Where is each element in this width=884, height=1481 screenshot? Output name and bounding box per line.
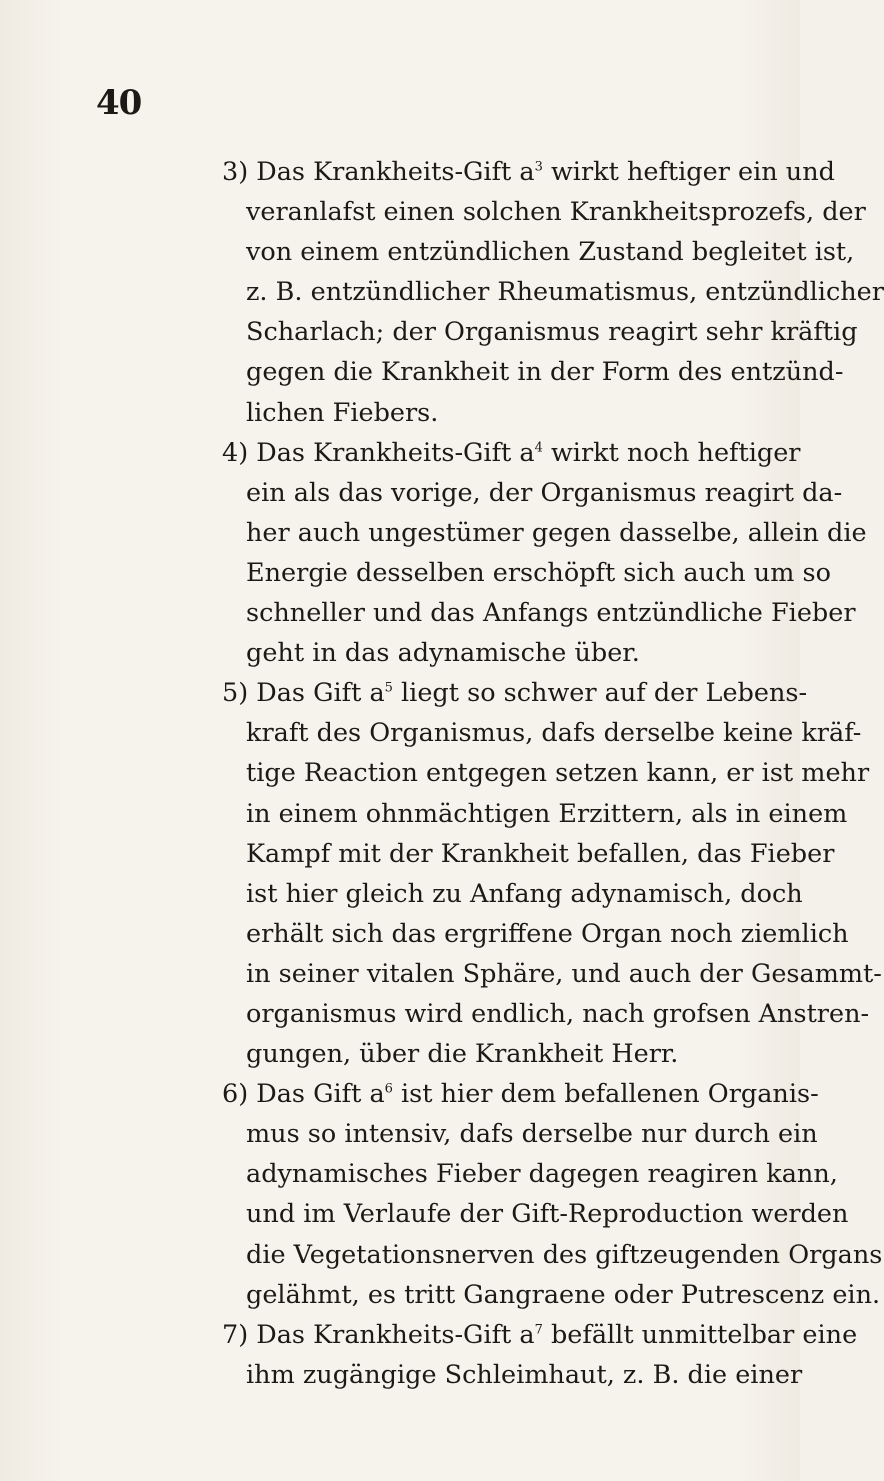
- text-line: in seiner vitalen Sphäre, und auch der Gesammt-: [246, 958, 882, 989]
- numbered-paragraph-item-6: [222, 1074, 883, 1315]
- text-line: adynamisches Fieber dagegen reagiren kann,: [246, 1159, 838, 1190]
- text-line: erhält sich das ergriffene Organ noch ziemlich: [246, 918, 849, 949]
- text-line: z. B. entzündlicher Rheumatismus, entzündlicher: [246, 277, 884, 308]
- text-line: her auch ungestümer gegen dasselbe, allein die: [246, 517, 867, 548]
- text-line: ein als das vorige, der Organismus reagirt da-: [246, 477, 843, 508]
- body-text: [222, 152, 884, 1395]
- text-line: ihm zugängige Schleimhaut, z. B. die einer: [246, 1359, 803, 1390]
- text-line: organismus wird endlich, nach grofsen Anstren-: [246, 998, 870, 1029]
- text-line: und im Verlaufe der Gift-Reproduction werden: [246, 1199, 849, 1230]
- numbered-paragraph-item-3: [222, 152, 884, 433]
- text-line: lichen Fiebers.: [246, 397, 439, 428]
- text-line: 6) Das Gift $a^6$ ist hier dem befallenen Organis-: [222, 1079, 819, 1110]
- text-line: 5) Das Gift $a^5$ liegt so schwer auf der Lebens-: [222, 678, 808, 709]
- text-line: 4) Das Krankheits-Gift $a^4$ wirkt noch heftiger: [222, 437, 801, 468]
- numbered-paragraph-item-7: [222, 1315, 858, 1395]
- text-line: Scharlach; der Organismus reagirt sehr kräftig: [246, 317, 858, 348]
- text-line: gungen, über die Krankheit Herr.: [246, 1039, 679, 1070]
- text-line: Kampf mit der Krankheit befallen, das Fieber: [246, 838, 835, 869]
- text-line: gelähmt, es tritt Gangraene oder Putrescenz ein.: [246, 1279, 881, 1310]
- text-line: 7) Das Krankheits-Gift $a^7$ befällt unmittelbar eine: [222, 1319, 858, 1350]
- text-line: mus so intensiv, dafs derselbe nur durch ein: [246, 1119, 818, 1150]
- text-line: ist hier gleich zu Anfang adynamisch, doch: [246, 878, 803, 909]
- text-line: veranlafst einen solchen Krankheitsprozefs, der: [246, 197, 866, 228]
- text-line: von einem entzündlichen Zustand begleitet ist,: [246, 237, 855, 268]
- text-line: 3) Das Krankheits-Gift $a^3$ wirkt heftiger ein und: [222, 157, 835, 187]
- text-line: schneller und das Anfangs entzündliche Fieber: [246, 598, 856, 629]
- text-line: Energie desselben erschöpft sich auch um so: [246, 557, 831, 588]
- text-line: in einem ohnmächtigen Erzittern, als in einem: [246, 798, 848, 829]
- text-line: geht in das adynamische über.: [246, 638, 640, 669]
- numbered-paragraph-item-5: [222, 673, 882, 1074]
- numbered-paragraph-item-4: [222, 433, 867, 674]
- page-number: 40: [96, 83, 142, 123]
- text-line: gegen die Krankheit in der Form des entzünd-: [246, 357, 844, 388]
- text-line: tige Reaction entgegen setzen kann, er ist mehr: [246, 758, 870, 789]
- text-line: die Vegetationsnerven des giftzeugenden Organs: [246, 1239, 883, 1270]
- text-line: kraft des Organismus, dafs derselbe keine kräf-: [246, 718, 862, 749]
